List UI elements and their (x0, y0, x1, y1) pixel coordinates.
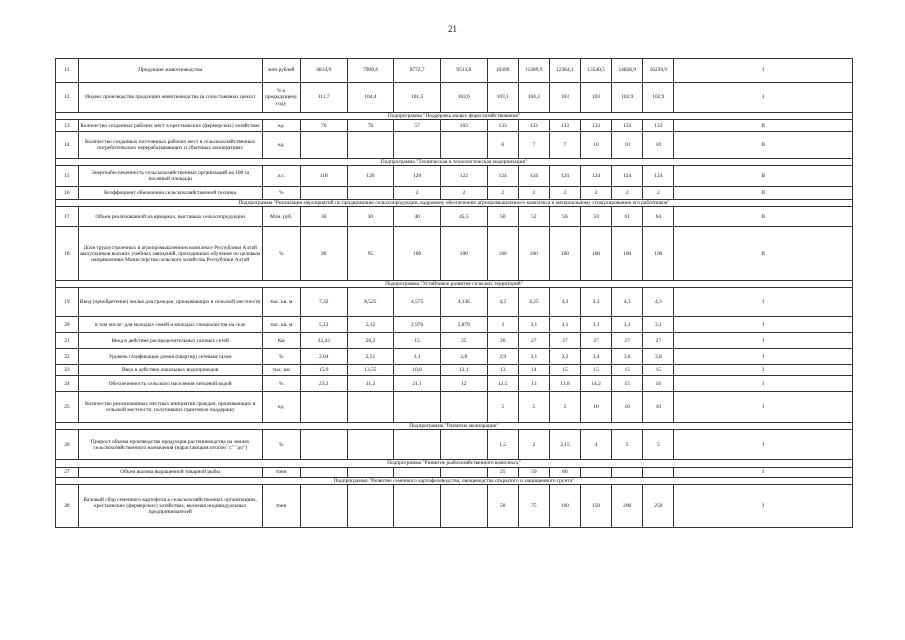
value: 133 (549, 120, 580, 132)
value: 56 (549, 207, 580, 227)
value: 4,3 (643, 288, 674, 317)
value: 102,9 (612, 83, 643, 113)
value: 70 (300, 120, 347, 132)
value (347, 187, 394, 200)
indicator-name: Доля трудоустроенных в агропромышленном комплексе Республики Алтай выпускников высших учебных заведений, проходивших обучение по целевым направлениям Министерства сельского хозяйства Республики Алтай (78, 227, 262, 281)
value: 13,8 (549, 376, 580, 392)
value: 27 (549, 333, 580, 349)
value: 61 (612, 207, 643, 227)
subprogram-row (56, 477, 853, 484)
subprogram-title: Подпрограмма "Поддержка малых форм хозяйствования" (56, 113, 853, 120)
value: 3,1 (518, 317, 549, 333)
value (300, 484, 347, 527)
value: 21,1 (394, 376, 441, 392)
value: 15,9 (300, 365, 347, 376)
type-code: II (674, 187, 853, 200)
row-number: 14 (56, 132, 79, 159)
value: 27 (612, 333, 643, 349)
type-code: I (674, 365, 853, 376)
value: 4,575 (394, 288, 441, 317)
value: 2,15 (549, 430, 580, 460)
value: 100 (518, 227, 549, 281)
row-number: 25 (56, 392, 79, 423)
table-row (56, 392, 853, 423)
value: 16 (643, 376, 674, 392)
indicator-name: Продукция животноводства (78, 59, 262, 83)
value: 3,1 (643, 317, 674, 333)
value: 7,32 (300, 288, 347, 317)
value: 150 (581, 484, 612, 527)
value (347, 132, 394, 159)
row-number: 27 (56, 467, 79, 477)
value: 7 (518, 132, 549, 159)
value: 118 (300, 166, 347, 187)
value (440, 132, 487, 159)
table-row (56, 187, 853, 200)
table-row (56, 376, 853, 392)
value: 4,25 (518, 288, 549, 317)
row-number: 16 (56, 187, 79, 200)
type-code: I (674, 430, 853, 460)
value: 45,5 (440, 207, 487, 227)
type-code: I (674, 83, 853, 113)
value: 10,8 (394, 365, 441, 376)
value: 14,2 (581, 376, 612, 392)
unit: ед. (262, 132, 300, 159)
table-row (56, 207, 853, 227)
subprogram-title: Подпрограмма "Устойчивое развитие сельских территорий" (56, 281, 853, 288)
value: 14828,9 (612, 59, 643, 83)
value: 4,3 (581, 288, 612, 317)
subprogram-title: Подпрограмма "Техническая и технологическая модернизация" (56, 159, 853, 166)
value: 16239,9 (643, 59, 674, 83)
value: 23,2 (300, 376, 347, 392)
value: 1,5 (487, 430, 518, 460)
unit: Км (262, 333, 300, 349)
value (347, 484, 394, 527)
unit: % к предыдущему году (262, 83, 300, 113)
value: 27 (581, 333, 612, 349)
table-row (56, 365, 853, 376)
value: 5 (487, 392, 518, 423)
type-code: II (674, 166, 853, 187)
value: 10 (643, 132, 674, 159)
row-number: 21 (56, 333, 79, 349)
row-number: 11 (56, 59, 79, 83)
table-row (56, 166, 853, 187)
indicator-name: Обеспеченность сельского населения питьевой водой (78, 376, 262, 392)
table-row (56, 333, 853, 349)
subprogram-row (56, 281, 853, 288)
value: 5 (549, 392, 580, 423)
value: 100 (581, 227, 612, 281)
value: 124 (581, 166, 612, 187)
value (581, 467, 612, 477)
value: 26,2 (347, 333, 394, 349)
value: 120 (394, 166, 441, 187)
subprogram-row (56, 113, 853, 120)
value (394, 484, 441, 527)
subprogram-row (56, 460, 853, 467)
value: 59 (581, 207, 612, 227)
value (300, 187, 347, 200)
value: 26 (487, 333, 518, 349)
type-code: II (674, 132, 853, 159)
unit: % (262, 430, 300, 460)
value: 250 (643, 484, 674, 527)
value: 124 (612, 166, 643, 187)
value: 3,1 (581, 317, 612, 333)
subprogram-title: Подпрограмма "Развитие семенного картофелеводства, овощеводства открытого и защищенного грунта" (56, 477, 853, 484)
value (643, 467, 674, 477)
indicator-name: Объем вылова выращенной товарной рыбы (78, 467, 262, 477)
page-number: 21 (448, 24, 457, 34)
value: 124 (487, 166, 518, 187)
value: 13540,5 (581, 59, 612, 83)
value (612, 467, 643, 477)
subprogram-row (56, 200, 853, 207)
value: 4 (581, 430, 612, 460)
value (440, 484, 487, 527)
value (440, 430, 487, 460)
row-number: 28 (56, 484, 79, 527)
value: 133 (518, 120, 549, 132)
value: 104,3 (518, 83, 549, 113)
value: 111,7 (300, 83, 347, 113)
value: 8,525 (347, 288, 394, 317)
type-code: I (674, 333, 853, 349)
unit: % (262, 187, 300, 200)
value: 102,6 (440, 83, 487, 113)
value (394, 392, 441, 423)
value: 3,2 (549, 349, 580, 365)
value: 27 (643, 333, 674, 349)
value: 25 (487, 467, 518, 477)
value: 2,976 (394, 317, 441, 333)
value: 15 (581, 365, 612, 376)
unit: ед. (262, 392, 300, 423)
value: 10 (612, 132, 643, 159)
value: 6 (487, 132, 518, 159)
value: 30 (300, 207, 347, 227)
indicator-name: Индекс производства продукции животноводства (в сопоставимых ценах) (78, 83, 262, 113)
value: 12 (440, 376, 487, 392)
value: 100 (394, 227, 441, 281)
value: 133 (581, 120, 612, 132)
value: 104,4 (347, 83, 394, 113)
value: 120 (347, 166, 394, 187)
value: 90 (300, 227, 347, 281)
value: 2 (612, 187, 643, 200)
value: 12,1 (440, 365, 487, 376)
indicator-name: Валовый сбор семенного картофеля в сельскохозяйственных организациях, крестьянских (фермерских) хозяйствах, включая индивидуальных предпринимателей (78, 484, 262, 527)
table-row (56, 467, 853, 477)
row-number: 13 (56, 120, 79, 132)
value: 3,1 (518, 349, 549, 365)
value: 2,8 (440, 349, 487, 365)
value: 3 (487, 317, 518, 333)
unit: ед. (262, 120, 300, 132)
value: 3,1 (549, 317, 580, 333)
value: 8772,7 (394, 59, 441, 83)
row-number: 19 (56, 288, 79, 317)
value: 4,2 (487, 288, 518, 317)
type-code: I (674, 376, 853, 392)
value: 103 (440, 120, 487, 132)
value: 4,3 (549, 288, 580, 317)
value: 95 (347, 227, 394, 281)
indicator-name: Количество реализованных местных инициатив граждан, проживающих в сельской местности, получивших грантовую поддержку (78, 392, 262, 423)
value: 103 (581, 83, 612, 113)
value (347, 467, 394, 477)
value (300, 467, 347, 477)
value: 57 (394, 120, 441, 132)
type-code: I (674, 349, 853, 365)
indicator-name: Прирост объема производства продукции растениеводства на землях сельскохозяйственного назначения (нарастающим итогом "с" "до") (78, 430, 262, 460)
type-code: I (674, 288, 853, 317)
type-code: I (674, 392, 853, 423)
row-number: 24 (56, 376, 79, 392)
value: 75 (518, 484, 549, 527)
value: 133 (612, 120, 643, 132)
unit: % (262, 227, 300, 281)
type-code: II (674, 120, 853, 132)
value: 100 (487, 227, 518, 281)
value: 11289,9 (518, 59, 549, 83)
value: 2 (643, 187, 674, 200)
value: 12364,1 (549, 59, 580, 83)
table-row (56, 120, 853, 132)
value: 100 (643, 227, 674, 281)
type-code: I (674, 317, 853, 333)
indicator-name: Ввод в действие распределительных газовых сетей (78, 333, 262, 349)
table-row (56, 83, 853, 113)
table-row (56, 288, 853, 317)
unit: тонн (262, 467, 300, 477)
value: 124 (643, 166, 674, 187)
value: 11,2 (347, 376, 394, 392)
indicator-name: Ввод (приобретение) жилья для граждан, проживающих в сельской местности (78, 288, 262, 317)
value: 2 (549, 187, 580, 200)
value: 13,55 (347, 365, 394, 376)
value: 10 (643, 392, 674, 423)
value (394, 430, 441, 460)
row-number: 23 (56, 365, 79, 376)
value: 2,04 (300, 349, 347, 365)
value: 103,1 (487, 83, 518, 113)
value: 6814,9 (300, 59, 347, 83)
type-code: II (674, 207, 853, 227)
value (394, 132, 441, 159)
row-number: 12 (56, 83, 79, 113)
value: 2 (518, 430, 549, 460)
value: 5,12 (347, 317, 394, 333)
value (440, 392, 487, 423)
value: 2,51 (347, 349, 394, 365)
unit: л.с. (262, 166, 300, 187)
indicator-name: Коэффициент обновления сельскохозяйственной техники (78, 187, 262, 200)
value: 5 (612, 430, 643, 460)
unit: тыс. кв. м (262, 317, 300, 333)
value: 5 (518, 392, 549, 423)
subprogram-title: Подпрограмма "Развитие мелиорации" (56, 423, 853, 430)
value: 15 (643, 365, 674, 376)
value: 64 (643, 207, 674, 227)
indicator-name: Энергообеспеченность сельскохозяйственных организаций на 100 га посевной площади (78, 166, 262, 187)
subprogram-row (56, 423, 853, 430)
value: 4,3 (612, 288, 643, 317)
value: 4,136 (440, 288, 487, 317)
value: 32,43 (300, 333, 347, 349)
value (347, 430, 394, 460)
row-number: 26 (56, 430, 79, 460)
unit: % (262, 349, 300, 365)
subprogram-row (56, 159, 853, 166)
value: 10 (581, 132, 612, 159)
value: 3,8 (643, 349, 674, 365)
value: 100 (440, 227, 487, 281)
value: 30 (347, 207, 394, 227)
value: 15 (612, 376, 643, 392)
value: 2 (581, 187, 612, 200)
value: 2 (394, 187, 441, 200)
indicator-name: Количество созданных постоянных рабочих мест в сельскохозяйственных потребительских перерабатывающих и сбытовых кооперативах (78, 132, 262, 159)
value: 15 (394, 333, 441, 349)
value: 200 (612, 484, 643, 527)
value: 2 (518, 187, 549, 200)
value: 15 (549, 365, 580, 376)
table-row (56, 132, 853, 159)
value: 100 (612, 227, 643, 281)
value: 101,5 (394, 83, 441, 113)
value: 2,879 (440, 317, 487, 333)
value: 9513,8 (440, 59, 487, 83)
table-row (56, 59, 853, 83)
value (300, 132, 347, 159)
value: 50 (487, 484, 518, 527)
value: 10309 (487, 59, 518, 83)
type-code: II (674, 227, 853, 281)
value: 3,4 (581, 349, 612, 365)
row-number: 15 (56, 166, 79, 187)
unit: тыс. кв. м (262, 288, 300, 317)
value: 102,9 (643, 83, 674, 113)
unit: тонн (262, 484, 300, 527)
value: 100 (549, 227, 580, 281)
type-code: I (674, 59, 853, 83)
value: 12,5 (487, 376, 518, 392)
indicator-name: Объем реализованной на ярмарках, выставках сельхозпродукции (78, 207, 262, 227)
value: 80 (549, 467, 580, 477)
value (394, 467, 441, 477)
value: 133 (487, 120, 518, 132)
value: 2 (440, 187, 487, 200)
row-number: 18 (56, 227, 79, 281)
row-number: 20 (56, 317, 79, 333)
value: 52 (518, 207, 549, 227)
value: 133 (643, 120, 674, 132)
subprogram-title: Подпрограмма "Развитие рыбохозяйственного комплекса" (56, 460, 853, 467)
value: 2 (487, 187, 518, 200)
table-row (56, 430, 853, 460)
table-row (56, 317, 853, 333)
value: 100 (549, 484, 580, 527)
unit: тыс. км (262, 365, 300, 376)
value (347, 392, 394, 423)
value (440, 467, 487, 477)
table-row (56, 349, 853, 365)
value: 7900,4 (347, 59, 394, 83)
value: 14 (518, 365, 549, 376)
row-number: 17 (56, 207, 79, 227)
value: 13 (518, 376, 549, 392)
value: 3,1 (394, 349, 441, 365)
value: 10 (612, 392, 643, 423)
table-row (56, 227, 853, 281)
value (300, 430, 347, 460)
value: 122 (440, 166, 487, 187)
value: 50 (487, 207, 518, 227)
type-code: I (674, 467, 853, 477)
value: 27 (518, 333, 549, 349)
unit: % (262, 376, 300, 392)
value: 5,12 (300, 317, 347, 333)
value: 50 (518, 467, 549, 477)
value: 2,9 (487, 349, 518, 365)
value: 124 (518, 166, 549, 187)
value: 15 (612, 365, 643, 376)
value: 40 (394, 207, 441, 227)
subprogram-title: Подпрограмма "Реализация мероприятий по продвижению сельхозпродукции, кадровому обеспечению агропромышленного комплекса и материальному стимулированию его работников" (56, 200, 853, 207)
indicator-name: в том числе: для молодых семей и молодых специалистов на селе (78, 317, 262, 333)
value: 5 (643, 430, 674, 460)
value: 3,6 (612, 349, 643, 365)
value (300, 392, 347, 423)
value: 78 (347, 120, 394, 132)
indicators-table (55, 58, 853, 528)
value: 10 (581, 392, 612, 423)
value: 124 (549, 166, 580, 187)
value: 3,1 (612, 317, 643, 333)
unit: млн рублей (262, 59, 300, 83)
value: 13 (487, 365, 518, 376)
unit: Млн. руб. (262, 207, 300, 227)
row-number: 22 (56, 349, 79, 365)
indicator-name: Ввод в действие локальных водопроводов (78, 365, 262, 376)
table-row (56, 484, 853, 527)
value: 103 (549, 83, 580, 113)
indicator-name: Уровень газификации домов (квартир) сетевым газом (78, 349, 262, 365)
type-code: I (674, 484, 853, 527)
value: 25 (440, 333, 487, 349)
value: 7 (549, 132, 580, 159)
indicator-name: Количество созданных рабочих мест в крестьянских (фермерских) хозяйствах (78, 120, 262, 132)
